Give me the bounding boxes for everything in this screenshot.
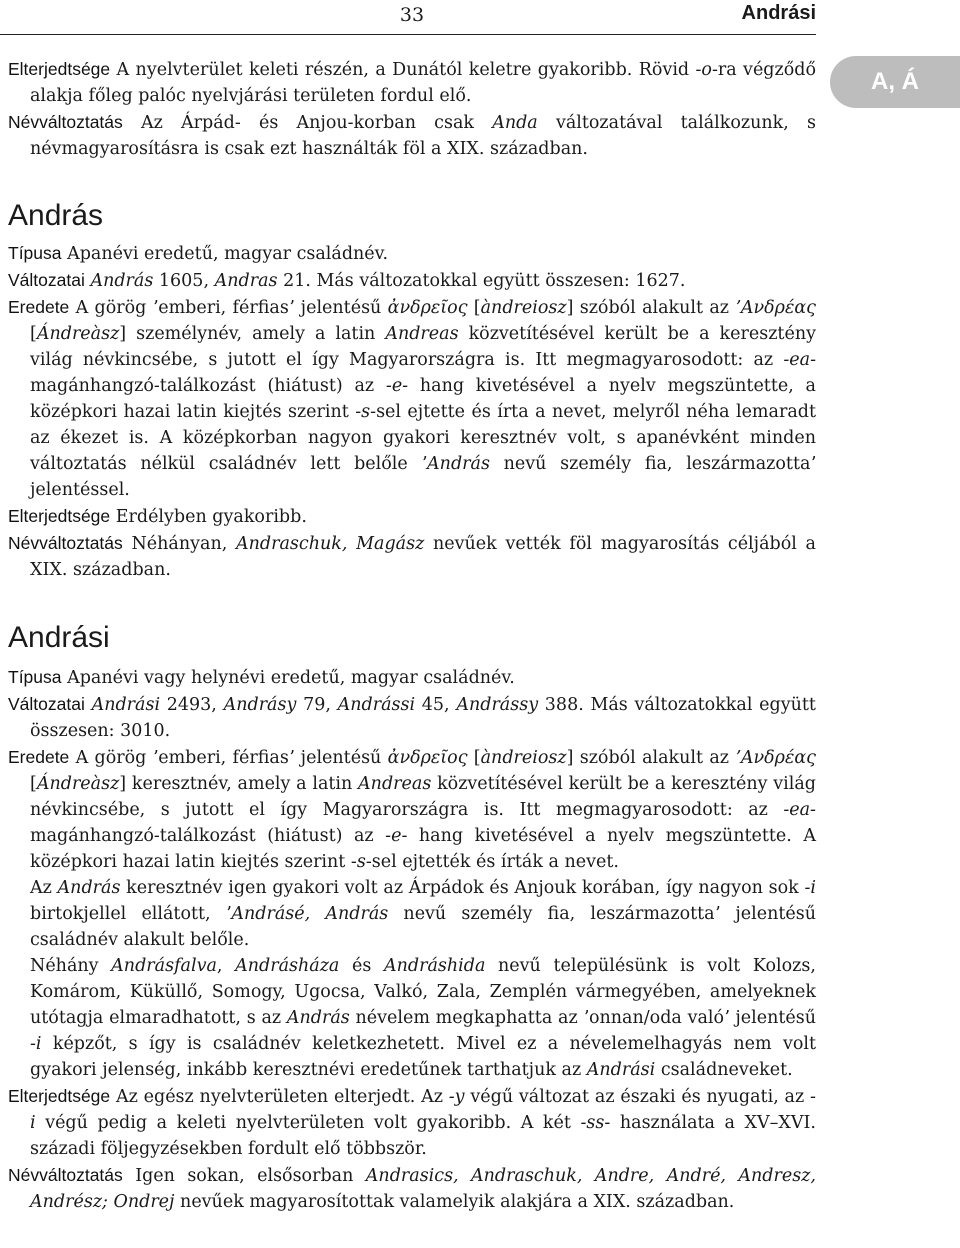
text-span: 1605, <box>158 271 210 291</box>
text-span: Néhány <box>30 956 99 976</box>
section-label: Névváltoztatás <box>8 112 123 132</box>
text-span: névelem megkaphatta az ʼonnan/oda valóʼ jelentésű <box>355 1008 816 1028</box>
italic-term: -s <box>355 402 371 422</box>
origin-continuation-paragraph <box>8 875 816 953</box>
text-span: Apanévi eredetű, magyar családnév. <box>67 244 389 264</box>
italic-term: Andreas <box>358 774 432 794</box>
text-span: keresztnév igen gyakori volt az Árpádok és Anjouk korában, így nagyon sok <box>126 878 799 898</box>
text-span: magánhangzó-találkozást (hiátust) az <box>30 376 375 396</box>
italic-term: Andras <box>214 271 278 291</box>
spread-paragraph <box>8 56 816 109</box>
text-span: nevűek magyarosítottak valamelyik alakjára a XIX. században. <box>180 1192 735 1212</box>
section-label: Elterjedtsége <box>8 59 111 79</box>
variants-paragraph <box>8 267 816 294</box>
text-span: birtokjellel ellátott, ʼ <box>30 904 232 924</box>
text-span: használata a XV–XVI. századi följegyzésekben fordult elő többször. <box>30 1113 816 1159</box>
text-span: végű pedig a keleti nyelvterületen volt gyakoribb. A két <box>45 1113 571 1133</box>
origin-continuation-paragraph <box>8 953 816 1083</box>
type-paragraph <box>8 664 816 691</box>
italic-term: Ándreàsz <box>36 324 120 344</box>
italic-term: -e- <box>385 826 408 846</box>
text-span: A görög ʼemberi, férfiasʼ jelentésű <box>75 748 382 768</box>
letter-tab: A, Á <box>830 56 960 108</box>
italic-term: Andrásfalva <box>111 956 217 976</box>
text-span: végű változat az északi és nyugati, az <box>470 1087 805 1107</box>
italic-term: ʼΑνδρέας <box>735 748 816 768</box>
spread-paragraph <box>8 1083 816 1162</box>
text-span: [ <box>473 298 481 318</box>
text-span: ] keresztnév, amely a latin <box>119 774 353 794</box>
section-label: Elterjedtsége <box>8 506 111 526</box>
section-label: Névváltoztatás <box>8 1165 123 1185</box>
text-span: Az egész nyelvterületen elterjedt. Az <box>115 1087 443 1107</box>
text-span: közvetítésével került be a keresztény világ névkincsébe, s jutott el így Magyarországra is. Itt megmagyarosodott: az <box>30 774 816 820</box>
text-span: Igen sokan, elsősorban <box>135 1166 354 1186</box>
italic-term: Andrási <box>586 1060 656 1080</box>
page-number: 33 <box>399 4 425 26</box>
italic-term: -ea- <box>783 800 816 820</box>
italic-term: àndreiosz <box>480 748 567 768</box>
italic-term: -y <box>448 1087 465 1107</box>
section-label: Eredete <box>8 747 70 767</box>
text-span: [ <box>30 774 37 794</box>
italic-term: ἀνδρεῖος <box>387 748 468 768</box>
entry-andras <box>8 240 816 583</box>
text-span: nevűek vették föl magyarosítás céljából a XIX. században. <box>30 534 816 580</box>
text-span: [ <box>473 748 481 768</box>
text-span: 21. Más változatokkal együtt összesen: 1627. <box>283 271 686 291</box>
text-span: nevű személy fia, leszármazottaʼ jelentéssel. <box>30 454 816 500</box>
text-span: Erdélyben gyakoribb. <box>115 507 307 527</box>
origin-paragraph <box>8 744 816 875</box>
text-span: és <box>352 956 372 976</box>
text-span: 388. Más változatokkal együtt összesen: 3010. <box>30 695 816 741</box>
name-change-paragraph <box>8 109 816 162</box>
italic-term: András <box>57 878 121 898</box>
section-label: Változatai <box>8 694 85 714</box>
italic-term: -s <box>350 852 366 872</box>
text-span: Az <box>30 878 52 898</box>
entry-andrasi <box>8 664 816 1215</box>
type-paragraph <box>8 240 816 267</box>
name-change-paragraph <box>8 1162 816 1215</box>
text-span: , <box>216 956 223 976</box>
italic-term: Andreas <box>385 324 459 344</box>
text-span: hang kivetésével a nyelv megszüntette, a középkori hazai latin kiejtés szerint <box>30 376 816 422</box>
italic-term: András <box>90 271 154 291</box>
section-label: Típusa <box>8 243 62 263</box>
section-label: Típusa <box>8 667 62 687</box>
italic-term: Andrási <box>91 695 161 715</box>
italic-term: -e- <box>385 376 409 396</box>
text-span: nevű személy fia, leszármazottaʼ jelentésű családnév alakult belőle. <box>30 904 816 950</box>
text-span: Apanévi vagy helynévi eredetű, magyar családnév. <box>67 668 515 688</box>
italic-term: Andráshida <box>383 956 486 976</box>
origin-paragraph <box>8 294 816 503</box>
text-span: -ra végződő alakja főleg palóc nyelvjárási területen fordul elő. <box>30 60 816 106</box>
italic-term: Andraschuk, Magász <box>236 534 425 554</box>
section-label: Változatai <box>8 270 85 290</box>
italic-term: Andrásy <box>223 695 297 715</box>
italic-term: Andrasics, Andraschuk, Andre, André, Andresz, Andrész; Ondrej <box>30 1166 816 1212</box>
section-label: Elterjedtsége <box>8 1086 111 1106</box>
text-span: Az Árpád- és Anjou-korban csak <box>140 113 474 133</box>
italic-term: Andrássi <box>337 695 416 715</box>
text-span: 45, <box>421 695 450 715</box>
italic-term: Andrásé, András <box>231 904 389 924</box>
name-change-paragraph <box>8 530 816 583</box>
text-span: 2493, <box>166 695 217 715</box>
italic-term: András <box>427 454 490 474</box>
text-span: változatával találkozunk, s névmagyarosításra is csak ezt használták föl a XIX. században. <box>30 113 816 159</box>
italic-term: Andrássy <box>456 695 539 715</box>
italic-term: Anda <box>492 113 538 133</box>
italic-term: àndreiosz <box>480 298 567 318</box>
text-span: hang kivetésével a nyelv megszüntette. A középkori hazai latin kiejtés szerint <box>30 826 816 872</box>
text-span: -sel ejtette és írta a nevet, melyről néha lemaradt az ékezet is. A középkorban nagyon gyakori keresztnév volt, s apanévként minden változtatás nélkül családnév lett belőle ʼ <box>30 402 816 474</box>
text-span: Néhányan, <box>131 534 228 554</box>
running-head: Andrási <box>741 2 816 24</box>
text-span: [ <box>30 324 37 344</box>
text-span: -sel ejtették és írták a nevet. <box>365 852 619 872</box>
italic-term: -ss- <box>580 1113 611 1133</box>
text-span: képzőt, s így is családnév keletkezhetett. Mivel ez a névelemelhagyás nem volt gyakori jelenség, inkább keresztnévi eredetűnek tarthatjuk az <box>30 1034 816 1080</box>
text-span: 79, <box>303 695 331 715</box>
italic-term: -i <box>30 1034 42 1054</box>
italic-term: -i <box>804 878 816 898</box>
prev-entry <box>8 56 816 162</box>
text-span: A görög ʼemberi, férfiasʼ jelentésű <box>75 298 382 318</box>
text-span: nevű településünk is volt Kolozs, Komárom, Küküllő, Somogy, Ugocsa, Valkó, Zala, Zemplén vármegyében, amelyeknek utótagja elmaradhatott, s az <box>30 956 816 1028</box>
header-rule <box>0 34 816 35</box>
italic-term: ἀνδρεῖος <box>387 298 468 318</box>
text-span: családneveket. <box>660 1060 793 1080</box>
section-label: Eredete <box>8 297 70 317</box>
entry-title-andras: András <box>8 199 104 232</box>
italic-term: ʼΑνδρέας <box>735 298 816 318</box>
italic-term: András <box>286 1008 350 1028</box>
section-label: Névváltoztatás <box>8 533 123 553</box>
text-span: ] személynév, amely a latin <box>119 324 376 344</box>
spread-paragraph <box>8 503 816 530</box>
italic-term: -i <box>30 1087 816 1133</box>
text-span: A nyelvterület keleti részén, a Dunától keletre gyakoribb. Rövid - <box>116 60 702 80</box>
text-span: magánhangzó-találkozást (hiátust) az <box>30 826 374 846</box>
italic-term: Ándreàsz <box>36 774 120 794</box>
italic-term: o <box>701 60 712 80</box>
entry-title-andrasi: Andrási <box>8 621 110 654</box>
italic-term: -ea- <box>783 350 816 370</box>
text-span: ] szóból alakult az <box>566 748 729 768</box>
variants-paragraph <box>8 691 816 744</box>
italic-term: Andrásháza <box>235 956 340 976</box>
text-span: ] szóból alakult az <box>566 298 729 318</box>
text-span: közvetítésével került be a keresztény világ névkincsébe, s jutott el így Magyarországra is. Itt megmagyarosodott: az <box>30 324 816 370</box>
